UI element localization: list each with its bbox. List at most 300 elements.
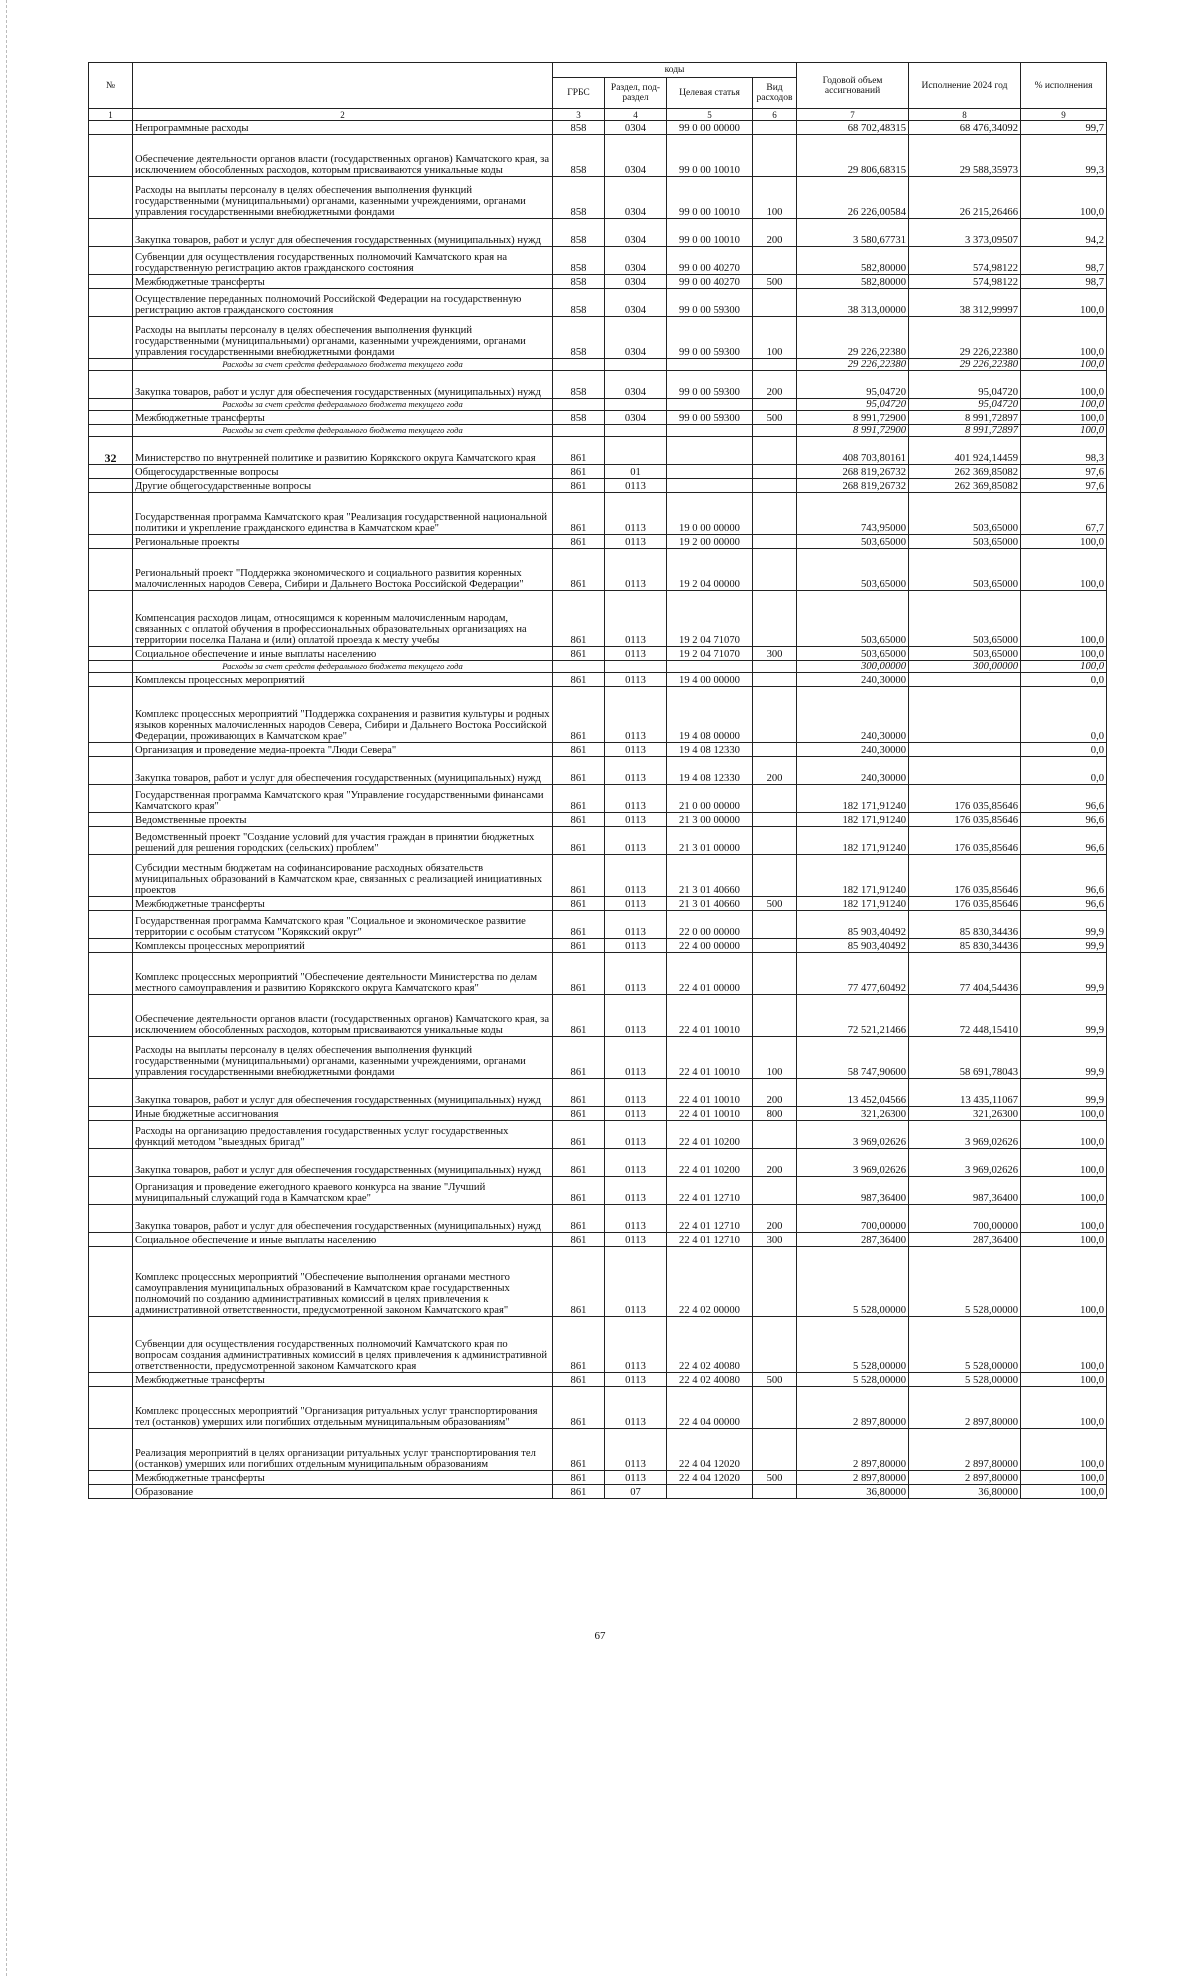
row-name: Расходы за счет средств федерального бюджета текущего года xyxy=(133,661,553,673)
row-name: Межбюджетные трансферты xyxy=(133,1373,553,1387)
table-row xyxy=(89,425,1107,437)
row-percent: 99,9 xyxy=(1021,911,1107,939)
row-execution: 503,65000 xyxy=(909,493,1021,535)
row-annual-plan: 503,65000 xyxy=(797,647,909,661)
row-annual-plan: 3 580,67731 xyxy=(797,219,909,247)
row-target-article: 21 0 00 00000 xyxy=(667,785,753,813)
row-execution: 3 969,02626 xyxy=(909,1149,1021,1177)
row-name: Комплексы процессных мероприятий xyxy=(133,673,553,687)
row-number xyxy=(89,1205,133,1233)
row-name: Расходы за счет средств федерального бюджета текущего года xyxy=(133,425,553,437)
row-grbs: 861 xyxy=(553,673,605,687)
row-grbs: 861 xyxy=(553,855,605,897)
table-row xyxy=(89,661,1107,673)
row-number xyxy=(89,591,133,647)
row-target-article: 22 0 00 00000 xyxy=(667,911,753,939)
row-percent: 99,9 xyxy=(1021,1037,1107,1079)
row-razdel: 07 xyxy=(605,1485,667,1499)
row-number xyxy=(89,939,133,953)
row-number xyxy=(89,1177,133,1205)
row-expense-type xyxy=(753,465,797,479)
row-number xyxy=(89,911,133,939)
row-razdel: 0113 xyxy=(605,493,667,535)
row-target-article: 22 4 01 00000 xyxy=(667,953,753,995)
row-annual-plan: 2 897,80000 xyxy=(797,1387,909,1429)
row-razdel: 0304 xyxy=(605,371,667,399)
row-name: Реализация мероприятий в целях организации ритуальных услуг транспортирования тел (останков) умерших или погибших отдельным муниципальным образованиям xyxy=(133,1429,553,1471)
row-number xyxy=(89,1037,133,1079)
row-annual-plan: 321,26300 xyxy=(797,1107,909,1121)
row-expense-type xyxy=(753,425,797,437)
row-name: Региональный проект "Поддержка экономического и социального развития коренных малочисленных народов Севера, Сибири и Дальнего Востока Российской Федерации" xyxy=(133,549,553,591)
row-target-article xyxy=(667,437,753,465)
col-number: 7 xyxy=(797,109,909,121)
row-expense-type xyxy=(753,743,797,757)
row-execution: 176 035,85646 xyxy=(909,855,1021,897)
row-execution: 13 435,11067 xyxy=(909,1079,1021,1107)
row-name: Другие общегосударственные вопросы xyxy=(133,479,553,493)
row-percent: 100,0 xyxy=(1021,289,1107,317)
row-expense-type: 500 xyxy=(753,411,797,425)
row-execution: 95,04720 xyxy=(909,371,1021,399)
table-row xyxy=(89,493,1107,535)
row-grbs: 861 xyxy=(553,1387,605,1429)
table-row xyxy=(89,785,1107,813)
row-annual-plan: 503,65000 xyxy=(797,535,909,549)
row-number xyxy=(89,1233,133,1247)
row-expense-type: 300 xyxy=(753,1233,797,1247)
row-percent: 96,6 xyxy=(1021,813,1107,827)
row-name: Обеспечение деятельности органов власти (государственных органов) Камчатского края, за исключением обособленных расходов, которым присваиваются уникальные коды xyxy=(133,135,553,177)
row-grbs: 861 xyxy=(553,1177,605,1205)
row-razdel: 0113 xyxy=(605,1247,667,1317)
row-grbs xyxy=(553,399,605,411)
row-number xyxy=(89,359,133,371)
row-target-article: 19 4 08 12330 xyxy=(667,757,753,785)
row-number xyxy=(89,1317,133,1373)
row-target-article xyxy=(667,359,753,371)
row-number xyxy=(89,687,133,743)
row-execution: 503,65000 xyxy=(909,647,1021,661)
row-name: Государственная программа Камчатского края "Управление государственными финансами Камчатского края" xyxy=(133,785,553,813)
row-number xyxy=(89,1485,133,1499)
row-name: Осуществление переданных полномочий Российской Федерации на государственную регистрацию актов гражданского состояния xyxy=(133,289,553,317)
row-target-article: 22 4 00 00000 xyxy=(667,939,753,953)
row-number xyxy=(89,855,133,897)
row-annual-plan: 85 903,40492 xyxy=(797,911,909,939)
row-razdel: 0113 xyxy=(605,647,667,661)
table-row xyxy=(89,1233,1107,1247)
row-target-article: 22 4 02 40080 xyxy=(667,1317,753,1373)
row-razdel: 0113 xyxy=(605,1037,667,1079)
row-execution: 176 035,85646 xyxy=(909,827,1021,855)
row-annual-plan: 268 819,26732 xyxy=(797,479,909,493)
table-row xyxy=(89,359,1107,371)
row-name: Расходы на выплаты персоналу в целях обеспечения выполнения функций государственными (муниципальными) органами, казенными учреждениями, органами управления государственными внебюджетными фондами xyxy=(133,177,553,219)
row-expense-type xyxy=(753,995,797,1037)
row-expense-type xyxy=(753,1485,797,1499)
table-row xyxy=(89,1149,1107,1177)
row-annual-plan: 3 969,02626 xyxy=(797,1149,909,1177)
row-razdel: 0113 xyxy=(605,1205,667,1233)
row-target-article xyxy=(667,1485,753,1499)
row-expense-type xyxy=(753,661,797,673)
row-percent: 100,0 xyxy=(1021,1317,1107,1373)
row-execution: 262 369,85082 xyxy=(909,465,1021,479)
row-annual-plan: 182 171,91240 xyxy=(797,813,909,827)
row-percent: 100,0 xyxy=(1021,1149,1107,1177)
row-grbs: 861 xyxy=(553,535,605,549)
row-razdel: 0113 xyxy=(605,1121,667,1149)
row-name: Министерство по внутренней политике и развитию Корякского округа Камчатского края xyxy=(133,437,553,465)
row-expense-type: 200 xyxy=(753,371,797,399)
row-execution: 5 528,00000 xyxy=(909,1317,1021,1373)
row-grbs xyxy=(553,425,605,437)
table-row xyxy=(89,465,1107,479)
row-name: Социальное обеспечение и иные выплаты населению xyxy=(133,647,553,661)
row-name: Компенсация расходов лицам, относящимся к коренным малочисленным народам, связанных с оплатой обучения в профессиональных образовательных организациях на территории поселка Палана и (или) оплатой проезда к месту учебы xyxy=(133,591,553,647)
row-annual-plan: 503,65000 xyxy=(797,549,909,591)
row-number xyxy=(89,1373,133,1387)
table-row xyxy=(89,673,1107,687)
row-number xyxy=(89,647,133,661)
table-body xyxy=(89,121,1107,1499)
row-number xyxy=(89,1121,133,1149)
row-target-article: 19 4 08 00000 xyxy=(667,687,753,743)
col-number: 8 xyxy=(909,109,1021,121)
row-grbs: 861 xyxy=(553,549,605,591)
row-grbs: 861 xyxy=(553,995,605,1037)
row-annual-plan: 182 171,91240 xyxy=(797,785,909,813)
row-annual-plan: 240,30000 xyxy=(797,687,909,743)
row-expense-type xyxy=(753,911,797,939)
row-expense-type: 300 xyxy=(753,647,797,661)
row-execution: 29 226,22380 xyxy=(909,359,1021,371)
row-grbs: 861 xyxy=(553,897,605,911)
row-grbs: 858 xyxy=(553,247,605,275)
col-number: 5 xyxy=(667,109,753,121)
row-annual-plan: 13 452,04566 xyxy=(797,1079,909,1107)
row-percent: 100,0 xyxy=(1021,1247,1107,1317)
row-name: Закупка товаров, работ и услуг для обеспечения государственных (муниципальных) нужд xyxy=(133,1149,553,1177)
row-target-article: 99 0 00 10010 xyxy=(667,177,753,219)
row-razdel: 0113 xyxy=(605,1373,667,1387)
table-row xyxy=(89,1037,1107,1079)
row-name: Межбюджетные трансферты xyxy=(133,1471,553,1485)
row-execution: 5 528,00000 xyxy=(909,1247,1021,1317)
row-razdel xyxy=(605,425,667,437)
row-razdel: 0113 xyxy=(605,1149,667,1177)
row-execution: 503,65000 xyxy=(909,591,1021,647)
row-number xyxy=(89,465,133,479)
row-percent: 96,6 xyxy=(1021,827,1107,855)
row-annual-plan: 29 226,22380 xyxy=(797,317,909,359)
header-pct: % исполнения xyxy=(1021,63,1107,109)
row-razdel: 0113 xyxy=(605,1317,667,1373)
row-annual-plan: 300,00000 xyxy=(797,661,909,673)
row-execution: 262 369,85082 xyxy=(909,479,1021,493)
row-razdel: 0113 xyxy=(605,673,667,687)
row-annual-plan: 743,95000 xyxy=(797,493,909,535)
row-annual-plan: 268 819,26732 xyxy=(797,465,909,479)
row-annual-plan: 68 702,48315 xyxy=(797,121,909,135)
table-row xyxy=(89,855,1107,897)
row-grbs: 858 xyxy=(553,411,605,425)
row-number xyxy=(89,897,133,911)
row-percent: 100,0 xyxy=(1021,411,1107,425)
table-row xyxy=(89,371,1107,399)
row-number xyxy=(89,317,133,359)
row-annual-plan: 582,80000 xyxy=(797,275,909,289)
row-target-article xyxy=(667,479,753,493)
row-name: Закупка товаров, работ и услуг для обеспечения государственных (муниципальных) нужд xyxy=(133,1079,553,1107)
row-percent: 98,7 xyxy=(1021,275,1107,289)
row-expense-type: 500 xyxy=(753,897,797,911)
row-execution: 68 476,34092 xyxy=(909,121,1021,135)
row-percent: 99,9 xyxy=(1021,1079,1107,1107)
table-row xyxy=(89,757,1107,785)
row-expense-type xyxy=(753,591,797,647)
table-row xyxy=(89,1205,1107,1233)
row-annual-plan: 95,04720 xyxy=(797,399,909,411)
row-grbs: 861 xyxy=(553,1149,605,1177)
row-percent: 100,0 xyxy=(1021,1387,1107,1429)
row-percent: 0,0 xyxy=(1021,673,1107,687)
row-percent: 100,0 xyxy=(1021,1205,1107,1233)
row-expense-type: 200 xyxy=(753,219,797,247)
table-row xyxy=(89,135,1107,177)
row-expense-type xyxy=(753,1177,797,1205)
row-number xyxy=(89,371,133,399)
table-row xyxy=(89,647,1107,661)
row-name: Обеспечение деятельности органов власти (государственных органов) Камчатского края, за исключением обособленных расходов, которым присваиваются уникальные коды xyxy=(133,995,553,1037)
row-razdel: 0113 xyxy=(605,855,667,897)
row-target-article: 22 4 04 00000 xyxy=(667,1387,753,1429)
row-expense-type xyxy=(753,247,797,275)
table-row xyxy=(89,411,1107,425)
row-name: Непрограммные расходы xyxy=(133,121,553,135)
row-execution: 176 035,85646 xyxy=(909,813,1021,827)
row-target-article: 19 2 04 71070 xyxy=(667,591,753,647)
col-number: 6 xyxy=(753,109,797,121)
row-execution: 8 991,72897 xyxy=(909,425,1021,437)
row-number xyxy=(89,1387,133,1429)
row-expense-type xyxy=(753,359,797,371)
row-razdel: 0113 xyxy=(605,479,667,493)
row-name: Межбюджетные трансферты xyxy=(133,897,553,911)
row-execution: 85 830,34436 xyxy=(909,939,1021,953)
row-percent: 67,7 xyxy=(1021,493,1107,535)
row-target-article: 99 0 00 59300 xyxy=(667,317,753,359)
row-execution: 3 969,02626 xyxy=(909,1121,1021,1149)
row-annual-plan: 3 969,02626 xyxy=(797,1121,909,1149)
row-target-article: 22 4 04 12020 xyxy=(667,1429,753,1471)
row-expense-type xyxy=(753,855,797,897)
col-number: 3 xyxy=(553,109,605,121)
row-percent: 99,9 xyxy=(1021,953,1107,995)
row-number xyxy=(89,1471,133,1485)
row-grbs: 861 xyxy=(553,757,605,785)
row-execution: 574,98122 xyxy=(909,247,1021,275)
row-target-article: 99 0 00 59300 xyxy=(667,289,753,317)
row-razdel xyxy=(605,437,667,465)
row-name: Закупка товаров, работ и услуг для обеспечения государственных (муниципальных) нужд xyxy=(133,757,553,785)
row-name: Межбюджетные трансферты xyxy=(133,411,553,425)
row-number xyxy=(89,1107,133,1121)
row-target-article: 19 4 08 12330 xyxy=(667,743,753,757)
row-number xyxy=(89,535,133,549)
row-razdel: 0113 xyxy=(605,939,667,953)
row-expense-type xyxy=(753,535,797,549)
row-expense-type xyxy=(753,1317,797,1373)
row-razdel: 0113 xyxy=(605,687,667,743)
row-expense-type xyxy=(753,1429,797,1471)
header-plan: Годовой объем ассигнований xyxy=(797,63,909,109)
row-number xyxy=(89,1149,133,1177)
row-razdel: 0113 xyxy=(605,1107,667,1121)
row-name: Комплексы процессных мероприятий xyxy=(133,939,553,953)
row-annual-plan: 5 528,00000 xyxy=(797,1373,909,1387)
row-razdel xyxy=(605,359,667,371)
row-grbs: 861 xyxy=(553,1121,605,1149)
row-grbs: 858 xyxy=(553,219,605,247)
table-row xyxy=(89,1485,1107,1499)
row-execution: 58 691,78043 xyxy=(909,1037,1021,1079)
row-number xyxy=(89,121,133,135)
row-razdel: 0113 xyxy=(605,953,667,995)
table-row xyxy=(89,1429,1107,1471)
row-name: Региональные проекты xyxy=(133,535,553,549)
budget-sheet xyxy=(88,62,1106,1499)
row-number xyxy=(89,135,133,177)
row-expense-type xyxy=(753,673,797,687)
row-percent: 0,0 xyxy=(1021,757,1107,785)
row-execution: 29 588,35973 xyxy=(909,135,1021,177)
header-name xyxy=(133,63,553,109)
row-number xyxy=(89,827,133,855)
row-grbs: 858 xyxy=(553,177,605,219)
table-row xyxy=(89,479,1107,493)
row-target-article: 21 3 00 00000 xyxy=(667,813,753,827)
row-razdel: 0113 xyxy=(605,1233,667,1247)
row-grbs: 861 xyxy=(553,1107,605,1121)
row-name: Государственная программа Камчатского края "Реализация государственной национальной политики и укрепление гражданского единства в Камчатском крае" xyxy=(133,493,553,535)
row-expense-type xyxy=(753,785,797,813)
row-expense-type: 500 xyxy=(753,1471,797,1485)
row-execution: 574,98122 xyxy=(909,275,1021,289)
row-razdel xyxy=(605,661,667,673)
row-grbs: 858 xyxy=(553,371,605,399)
row-annual-plan: 240,30000 xyxy=(797,743,909,757)
table-row xyxy=(89,1079,1107,1107)
row-grbs: 861 xyxy=(553,1429,605,1471)
row-percent: 100,0 xyxy=(1021,1429,1107,1471)
row-name: Организация и проведение ежегодного краевого конкурса на звание "Лучший муниципальный служащий года в Камчатском крае" xyxy=(133,1177,553,1205)
row-target-article: 99 0 00 10010 xyxy=(667,135,753,177)
row-annual-plan: 77 477,60492 xyxy=(797,953,909,995)
row-percent: 99,3 xyxy=(1021,135,1107,177)
row-annual-plan: 287,36400 xyxy=(797,1233,909,1247)
table-row xyxy=(89,687,1107,743)
row-name: Расходы на выплаты персоналу в целях обеспечения выполнения функций государственными (муниципальными) органами, казенными учреждениями, органами управления государственными внебюджетными фондами xyxy=(133,1037,553,1079)
row-razdel: 0304 xyxy=(605,247,667,275)
row-grbs: 861 xyxy=(553,1037,605,1079)
row-grbs: 861 xyxy=(553,827,605,855)
row-name: Социальное обеспечение и иные выплаты населению xyxy=(133,1233,553,1247)
row-target-article: 22 4 02 40080 xyxy=(667,1373,753,1387)
row-percent: 100,0 xyxy=(1021,661,1107,673)
row-target-article xyxy=(667,465,753,479)
row-percent: 100,0 xyxy=(1021,1373,1107,1387)
row-name: Комплекс процессных мероприятий "Обеспечение деятельности Министерства по делам местного самоуправления и развитию Корякского округа Камчатского края" xyxy=(133,953,553,995)
row-name: Ведомственные проекты xyxy=(133,813,553,827)
row-execution: 29 226,22380 xyxy=(909,317,1021,359)
row-target-article: 99 0 00 40270 xyxy=(667,275,753,289)
row-annual-plan: 5 528,00000 xyxy=(797,1247,909,1317)
row-razdel: 0113 xyxy=(605,1079,667,1107)
row-grbs: 861 xyxy=(553,1317,605,1373)
table-row xyxy=(89,219,1107,247)
row-target-article xyxy=(667,425,753,437)
table-row xyxy=(89,591,1107,647)
row-target-article: 99 0 00 40270 xyxy=(667,247,753,275)
row-execution: 5 528,00000 xyxy=(909,1373,1021,1387)
row-name: Образование xyxy=(133,1485,553,1499)
table-row xyxy=(89,275,1107,289)
row-grbs: 861 xyxy=(553,591,605,647)
row-percent: 99,7 xyxy=(1021,121,1107,135)
row-percent: 99,9 xyxy=(1021,939,1107,953)
table-row xyxy=(89,897,1107,911)
row-number xyxy=(89,425,133,437)
row-percent: 100,0 xyxy=(1021,399,1107,411)
row-execution: 77 404,54436 xyxy=(909,953,1021,995)
row-expense-type xyxy=(753,1121,797,1149)
row-execution: 95,04720 xyxy=(909,399,1021,411)
row-annual-plan: 8 991,72900 xyxy=(797,411,909,425)
row-target-article xyxy=(667,399,753,411)
row-number xyxy=(89,247,133,275)
row-target-article: 22 4 01 12710 xyxy=(667,1233,753,1247)
row-percent: 0,0 xyxy=(1021,687,1107,743)
row-target-article: 99 0 00 59300 xyxy=(667,411,753,425)
row-annual-plan: 240,30000 xyxy=(797,757,909,785)
row-razdel: 0113 xyxy=(605,995,667,1037)
row-percent: 100,0 xyxy=(1021,177,1107,219)
row-percent: 100,0 xyxy=(1021,359,1107,371)
row-razdel: 0304 xyxy=(605,411,667,425)
row-razdel: 0304 xyxy=(605,317,667,359)
header-no: № xyxy=(89,63,133,109)
row-execution: 401 924,14459 xyxy=(909,437,1021,465)
row-number xyxy=(89,493,133,535)
row-razdel: 0113 xyxy=(605,785,667,813)
row-name: Расходы на выплаты персоналу в целях обеспечения выполнения функций государственными (муниципальными) органами, казенными учреждениями, органами управления государственными внебюджетными фондами xyxy=(133,317,553,359)
row-expense-type xyxy=(753,939,797,953)
row-expense-type: 200 xyxy=(753,1205,797,1233)
row-percent: 96,6 xyxy=(1021,855,1107,897)
row-execution: 987,36400 xyxy=(909,1177,1021,1205)
row-name: Комплекс процессных мероприятий "Обеспечение выполнения органами местного самоуправления муниципальных образований в Камчатском крае государственных полномочий по созданию административных комиссий в целях привлечения к административной ответственности, предусмотренной законом Камчатского края" xyxy=(133,1247,553,1317)
row-target-article: 19 4 00 00000 xyxy=(667,673,753,687)
row-grbs: 861 xyxy=(553,687,605,743)
header-cs: Целевая статья xyxy=(667,78,753,109)
row-number xyxy=(89,1079,133,1107)
row-expense-type xyxy=(753,827,797,855)
row-razdel: 0113 xyxy=(605,897,667,911)
row-annual-plan: 582,80000 xyxy=(797,247,909,275)
row-expense-type xyxy=(753,953,797,995)
